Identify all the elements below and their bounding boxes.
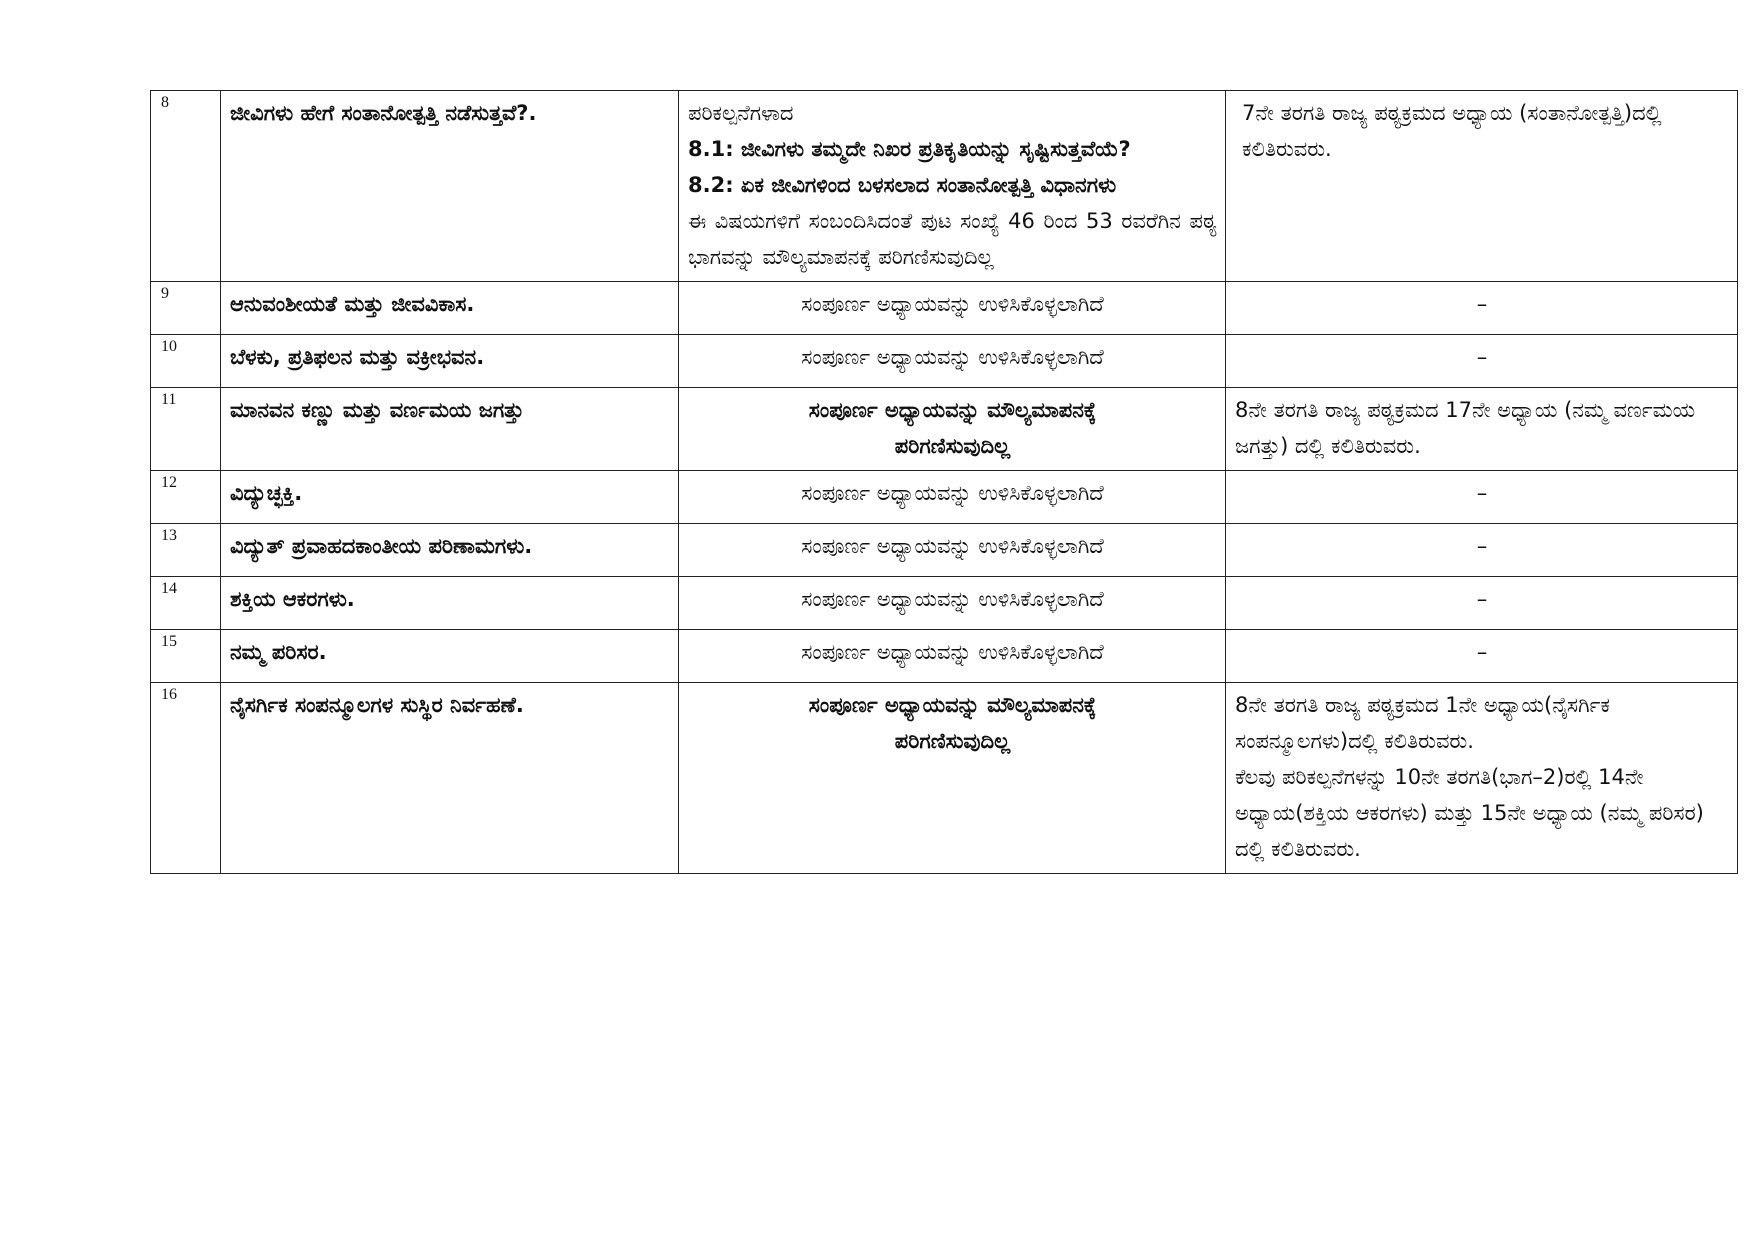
row-number: 11 <box>151 388 221 471</box>
table-row <box>151 335 1738 388</box>
remarks: – <box>1226 335 1738 388</box>
remarks: – <box>1226 630 1738 683</box>
chapter-title: ಜೀವಿಗಳು ಹೇಗೆ ಸಂತಾನೋತ್ಪತ್ತಿ ನಡೆಸುತ್ತವೆ?. <box>221 91 679 282</box>
row-number: 10 <box>151 335 221 388</box>
chapter-title: ಶಕ್ತಿಯ ಆಕರಗಳು. <box>221 577 679 630</box>
remarks: – <box>1226 471 1738 524</box>
table-row <box>151 524 1738 577</box>
syllabus-table <box>150 90 1738 874</box>
chapter-details: ಸಂಪೂರ್ಣ ಅಧ್ಯಾಯವನ್ನು ಉಳಿಸಿಕೊಳ್ಳಲಾಗಿದೆ <box>679 524 1226 577</box>
chapter-details: ಸಂಪೂರ್ಣ ಅಧ್ಯಾಯವನ್ನು ಉಳಿಸಿಕೊಳ್ಳಲಾಗಿದೆ <box>679 577 1226 630</box>
remarks: – <box>1226 577 1738 630</box>
table-row <box>151 630 1738 683</box>
details-line: ಸಂಪೂರ್ಣ ಅಧ್ಯಾಯವನ್ನು ಮೌಲ್ಯಮಾಪನಕ್ಕೆ <box>808 693 1097 717</box>
row-number: 16 <box>151 683 221 874</box>
row-number: 12 <box>151 471 221 524</box>
remarks: 7ನೇ ತರಗತಿ ರಾಜ್ಯ ಪಠ್ಯಕ್ರಮದ ಅಧ್ಯಾಯ (ಸಂತಾನೋತ್ಪತ್ತಿ)ದಲ್ಲಿ ಕಲಿತಿರುವರು. <box>1226 91 1738 282</box>
table-row <box>151 388 1738 471</box>
details-note: ಈ ವಿಷಯಗಳಿಗೆ ಸಂಬಂದಿಸಿದಂತೆ ಪುಟ ಸಂಖ್ಯೆ 46 ರಿಂದ 53 ರವರೆಗಿನ ಪಠ್ಯ ಭಾಗವನ್ನು ಮೌಲ್ಯಮಾಪನಕ್ಕೆ ಪರಿಗಣಿಸುವುದಿಲ್ಲ <box>688 209 1217 269</box>
row-number: 9 <box>151 282 221 335</box>
table-row <box>151 683 1738 874</box>
chapter-title: ವಿದ್ಯುಚ್ಛಕ್ತಿ. <box>221 471 679 524</box>
remarks: – <box>1226 282 1738 335</box>
row-number: 8 <box>151 91 221 282</box>
row-number: 15 <box>151 630 221 683</box>
chapter-details <box>679 91 1226 282</box>
details-line: ಸಂಪೂರ್ಣ ಅಧ್ಯಾಯವನ್ನು ಮೌಲ್ಯಮಾಪನಕ್ಕೆ <box>808 398 1097 422</box>
details-item: 8.2: ಏಕ ಜೀವಿಗಳಿಂದ ಬಳಸಲಾದ ಸಂತಾನೋತ್ಪತ್ತಿ ವಿಧಾನಗಳು <box>688 173 1117 197</box>
remarks <box>1226 683 1738 874</box>
row-number: 13 <box>151 524 221 577</box>
details-line: ಪರಿಗಣಿಸುವುದಿಲ್ಲ <box>894 434 1011 458</box>
remarks-paragraph: 8ನೇ ತರಗತಿ ರಾಜ್ಯ ಪಠ್ಯಕ್ರಮದ 1ನೇ ಅಧ್ಯಾಯ(ನೈಸರ್ಗಿಕ ಸಂಪನ್ಮೂಲಗಳು)ದಲ್ಲಿ ಕಲಿತಿರುವರು. <box>1235 693 1610 753</box>
chapter-title: ನಮ್ಮ ಪರಿಸರ. <box>221 630 679 683</box>
chapter-details <box>679 683 1226 874</box>
chapter-details: ಸಂಪೂರ್ಣ ಅಧ್ಯಾಯವನ್ನು ಉಳಿಸಿಕೊಳ್ಳಲಾಗಿದೆ <box>679 630 1226 683</box>
chapter-title: ಬೆಳಕು, ಪ್ರತಿಫಲನ ಮತ್ತು ವಕ್ರೀಭವನ. <box>221 335 679 388</box>
remarks: – <box>1226 524 1738 577</box>
chapter-details <box>679 388 1226 471</box>
chapter-details: ಸಂಪೂರ್ಣ ಅಧ್ಯಾಯವನ್ನು ಉಳಿಸಿಕೊಳ್ಳಲಾಗಿದೆ <box>679 335 1226 388</box>
table-row <box>151 471 1738 524</box>
chapter-title: ವಿದ್ಯುತ್ ಪ್ರವಾಹದಕಾಂತೀಯ ಪರಿಣಾಮಗಳು. <box>221 524 679 577</box>
details-intro: ಪರಿಕಲ್ಪನೆಗಳಾದ <box>688 101 794 125</box>
table-row <box>151 577 1738 630</box>
chapter-details: ಸಂಪೂರ್ಣ ಅಧ್ಯಾಯವನ್ನು ಉಳಿಸಿಕೊಳ್ಳಲಾಗಿದೆ <box>679 282 1226 335</box>
table-row <box>151 91 1738 282</box>
chapter-title: ನೈಸರ್ಗಿಕ ಸಂಪನ್ಮೂಲಗಳ ಸುಸ್ಥಿರ ನಿರ್ವಹಣೆ. <box>221 683 679 874</box>
details-line: ಪರಿಗಣಿಸುವುದಿಲ್ಲ <box>894 729 1011 753</box>
row-number: 14 <box>151 577 221 630</box>
table-row <box>151 282 1738 335</box>
chapter-title: ಆನುವಂಶೀಯತೆ ಮತ್ತು ಜೀವವಿಕಾಸ. <box>221 282 679 335</box>
remarks-paragraph: ಕೆಲವು ಪರಿಕಲ್ಪನೆಗಳನ್ನು 10ನೇ ತರಗತಿ(ಭಾಗ–2)ರಲ್ಲಿ 14ನೇ ಅಧ್ಯಾಯ(ಶಕ್ತಿಯ ಆಕರಗಳು) ಮತ್ತು 15ನೇ ಅಧ್ಯಾಯ (ನಮ್ಮ ಪರಿಸರ) ದಲ್ಲಿ ಕಲಿತಿರುವರು. <box>1235 765 1704 861</box>
chapter-details: ಸಂಪೂರ್ಣ ಅಧ್ಯಾಯವನ್ನು ಉಳಿಸಿಕೊಳ್ಳಲಾಗಿದೆ <box>679 471 1226 524</box>
chapter-title: ಮಾನವನ ಕಣ್ಣು ಮತ್ತು ವರ್ಣಮಯ ಜಗತ್ತು <box>221 388 679 471</box>
remarks: 8ನೇ ತರಗತಿ ರಾಜ್ಯ ಪಠ್ಯಕ್ರಮದ 17ನೇ ಅಧ್ಯಾಯ (ನಮ್ಮ ವರ್ಣಮಯ ಜಗತ್ತು) ದಲ್ಲಿ ಕಲಿತಿರುವರು. <box>1226 388 1738 471</box>
details-item: 8.1: ಜೀವಿಗಳು ತಮ್ಮದೇ ನಿಖರ ಪ್ರತಿಕೃತಿಯನ್ನು ಸೃಷ್ಟಿಸುತ್ತವೆಯೆ? <box>688 137 1131 161</box>
